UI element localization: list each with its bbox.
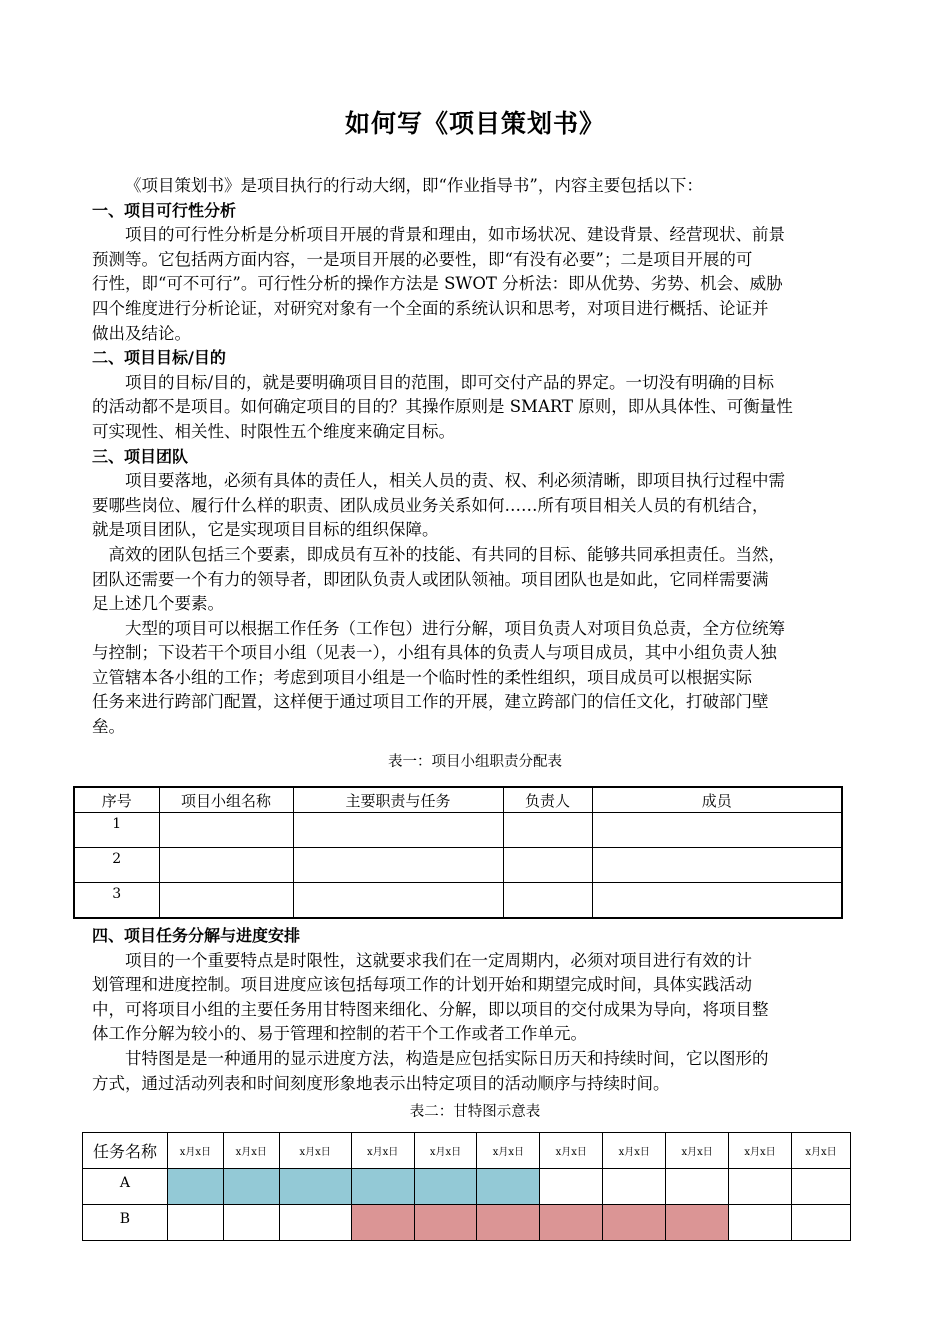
document-title: 如何写《项目策划书》 [344, 109, 605, 138]
section-3-line: 与控制；下设若干个项目小组（见表一），小组有具体的负责人与项目成员，其中小组负责人独 [92, 643, 777, 663]
table-cell [503, 848, 592, 883]
section-heading-2: 二、项目目标/目的 [92, 348, 226, 368]
gantt-bar-cell [414, 1205, 477, 1241]
body-text-lower [92, 924, 860, 1096]
table-header-cell: 主要职责与任务 [293, 787, 503, 813]
table-cell [159, 883, 293, 918]
gantt-date-header: x月x日 [666, 1133, 729, 1169]
section-1-line: 预测等。它包括两方面内容，一是项目开展的必要性，即“有没有必要”；二是项目开展的可 [92, 249, 753, 269]
section-4-line: 方式，通过活动列表和时间刻度形象地表示出特定项目的活动顺序与持续时间。 [92, 1073, 670, 1093]
gantt-bar-cell [351, 1205, 414, 1241]
table-cell [503, 883, 592, 918]
table-cell [159, 848, 293, 883]
section-3-line: 团队还需要一个有力的领导者，即团队负责人或团队领袖。项目团队也是如此，它同样需要满 [92, 569, 769, 589]
table2-caption: 表二：甘特图示意表 [409, 1104, 541, 1120]
gantt-cell [791, 1205, 850, 1241]
section-3-line: 大型的项目可以根据工作任务（工作包）进行分解，项目负责人对项目负总责，全方位统筹 [125, 618, 785, 638]
section-1-line: 项目的可行性分析是分析项目开展的背景和理由，如市场状况、建设背景、经营现状、前景 [125, 225, 785, 245]
table-header-cell: 负责人 [503, 787, 592, 813]
gantt-bar-cell [414, 1169, 477, 1205]
section-1-line: 四个维度进行分析论证，对研究对象有一个全面的系统认识和思考，对项目进行概括、论证并 [92, 298, 769, 318]
section-2-line: 的活动都不是项目。如何确定项目的目的？其操作原则是 SMART 原则，即从具体性、可衡量性 [92, 397, 793, 417]
section-2-line: 可实现性、相关性、时限性五个维度来确定目标。 [92, 421, 455, 441]
gantt-cell [167, 1205, 223, 1241]
gantt-date-header: x月x日 [477, 1133, 540, 1169]
section-3-line: 要哪些岗位、履行什么样的职责、团队成员业务关系如何……所有项目相关人员的有机结合， [92, 495, 769, 515]
intro-paragraph: 《项目策划书》是项目执行的行动大纲，即“作业指导书”，内容主要包括以下： [125, 176, 703, 195]
table-row [74, 883, 842, 918]
table1-caption: 表一：项目小组职责分配表 [388, 754, 562, 770]
body-text-upper [92, 174, 860, 740]
table-cell [293, 883, 503, 918]
table-cell [293, 813, 503, 848]
gantt-cell [540, 1169, 603, 1205]
section-3-line: 任务来进行跨部门配置，这样便于通过项目工作的开展，建立跨部门的信任文化，打破部门壁 [92, 692, 769, 712]
section-1-line: 做出及结论。 [92, 323, 191, 343]
section-1-line: 行性，即“可不可行”。可行性分析的操作方法是 SWOT 分析法：即从优势、劣势、机会、威胁 [92, 274, 783, 294]
section-3-line: 垒。 [92, 717, 125, 737]
section-heading-4: 四、项目任务分解与进度安排 [92, 926, 301, 945]
row-number-cell: 2 [74, 848, 159, 883]
gantt-cell [223, 1205, 279, 1241]
section-3-line: 就是项目团队，它是实现项目目标的组织保障。 [92, 520, 439, 540]
gantt-date-header: x月x日 [279, 1133, 351, 1169]
gantt-bar-cell [167, 1169, 223, 1205]
gantt-bar-cell [540, 1205, 603, 1241]
gantt-cell [729, 1169, 792, 1205]
table-cell [159, 813, 293, 848]
gantt-cell [729, 1205, 792, 1241]
table-header-row [74, 787, 842, 813]
gantt-task-name: A [83, 1169, 168, 1205]
gantt-bar-cell [603, 1205, 666, 1241]
section-heading-3: 三、项目团队 [92, 446, 189, 466]
section-3-line: 足上述几个要素。 [92, 594, 224, 614]
gantt-bar-cell [477, 1205, 540, 1241]
gantt-cell [279, 1205, 351, 1241]
table-cell [592, 848, 842, 883]
table-row [74, 813, 842, 848]
section-2-line: 项目的目标/目的，就是要明确项目目的范围，即可交付产品的界定。一切没有明确的目标 [125, 372, 775, 392]
table-cell [592, 813, 842, 848]
row-number-cell: 3 [74, 883, 159, 918]
section-4-line: 项目的一个重要特点是时限性，这就要求我们在一定周期内，必须对项目进行有效的计 [125, 950, 752, 970]
gantt-date-header: x月x日 [414, 1133, 477, 1169]
gantt-row [83, 1205, 851, 1241]
gantt-date-header: x月x日 [540, 1133, 603, 1169]
gantt-bar-cell [279, 1169, 351, 1205]
section-3-line: 高效的团队包括三个要素，即成员有互补的技能、有共同的目标、能够共同承担责任。当然， [108, 544, 785, 564]
gantt-date-header: x月x日 [223, 1133, 279, 1169]
row-number-cell: 1 [74, 813, 159, 848]
gantt-date-header: x月x日 [791, 1133, 850, 1169]
table-row [74, 848, 842, 883]
gantt-header-row [83, 1133, 851, 1169]
section-3-line: 立管辖本各小组的工作；考虑到项目小组是一个临时性的柔性组织，项目成员可以根据实际 [92, 667, 752, 687]
gantt-date-header: x月x日 [351, 1133, 414, 1169]
gantt-bar-cell [666, 1205, 729, 1241]
section-4-line: 中，可将项目小组的主要任务用甘特图来细化、分解，即以项目的交付成果为导向，将项目整 [92, 999, 769, 1019]
section-4-line: 划管理和进度控制。项目进度应该包括每项工作的计划开始和期望完成时间，具体实践活动 [92, 975, 752, 995]
gantt-bar-cell [223, 1169, 279, 1205]
gantt-cell [666, 1169, 729, 1205]
gantt-date-header: x月x日 [167, 1133, 223, 1169]
section-4-line: 甘特图是是一种通用的显示进度方法，构造是应包括实际日历天和持续时间，它以图形的 [125, 1048, 769, 1068]
section-4-line: 体工作分解为较小的、易于管理和控制的若干个工作或者工作单元。 [92, 1024, 587, 1044]
gantt-date-header: x月x日 [603, 1133, 666, 1169]
table-header-cell: 项目小组名称 [159, 787, 293, 813]
gantt-cell [603, 1169, 666, 1205]
gantt-row [83, 1169, 851, 1205]
table-cell [503, 813, 592, 848]
group-responsibility-table [73, 786, 843, 919]
table-cell [293, 848, 503, 883]
gantt-task-name: B [83, 1205, 168, 1241]
table-cell [592, 883, 842, 918]
gantt-cell [791, 1169, 850, 1205]
section-heading-1: 一、项目可行性分析 [92, 200, 237, 220]
gantt-bar-cell [477, 1169, 540, 1205]
gantt-table [82, 1132, 851, 1241]
gantt-task-name-header: 任务名称 [83, 1133, 168, 1169]
gantt-date-header: x月x日 [729, 1133, 792, 1169]
gantt-bar-cell [351, 1169, 414, 1205]
table-header-cell: 序号 [74, 787, 159, 813]
section-3-line: 项目要落地，必须有具体的责任人，相关人员的责、权、利必须清晰，即项目执行过程中需 [125, 471, 785, 491]
table-header-cell: 成员 [592, 787, 842, 813]
